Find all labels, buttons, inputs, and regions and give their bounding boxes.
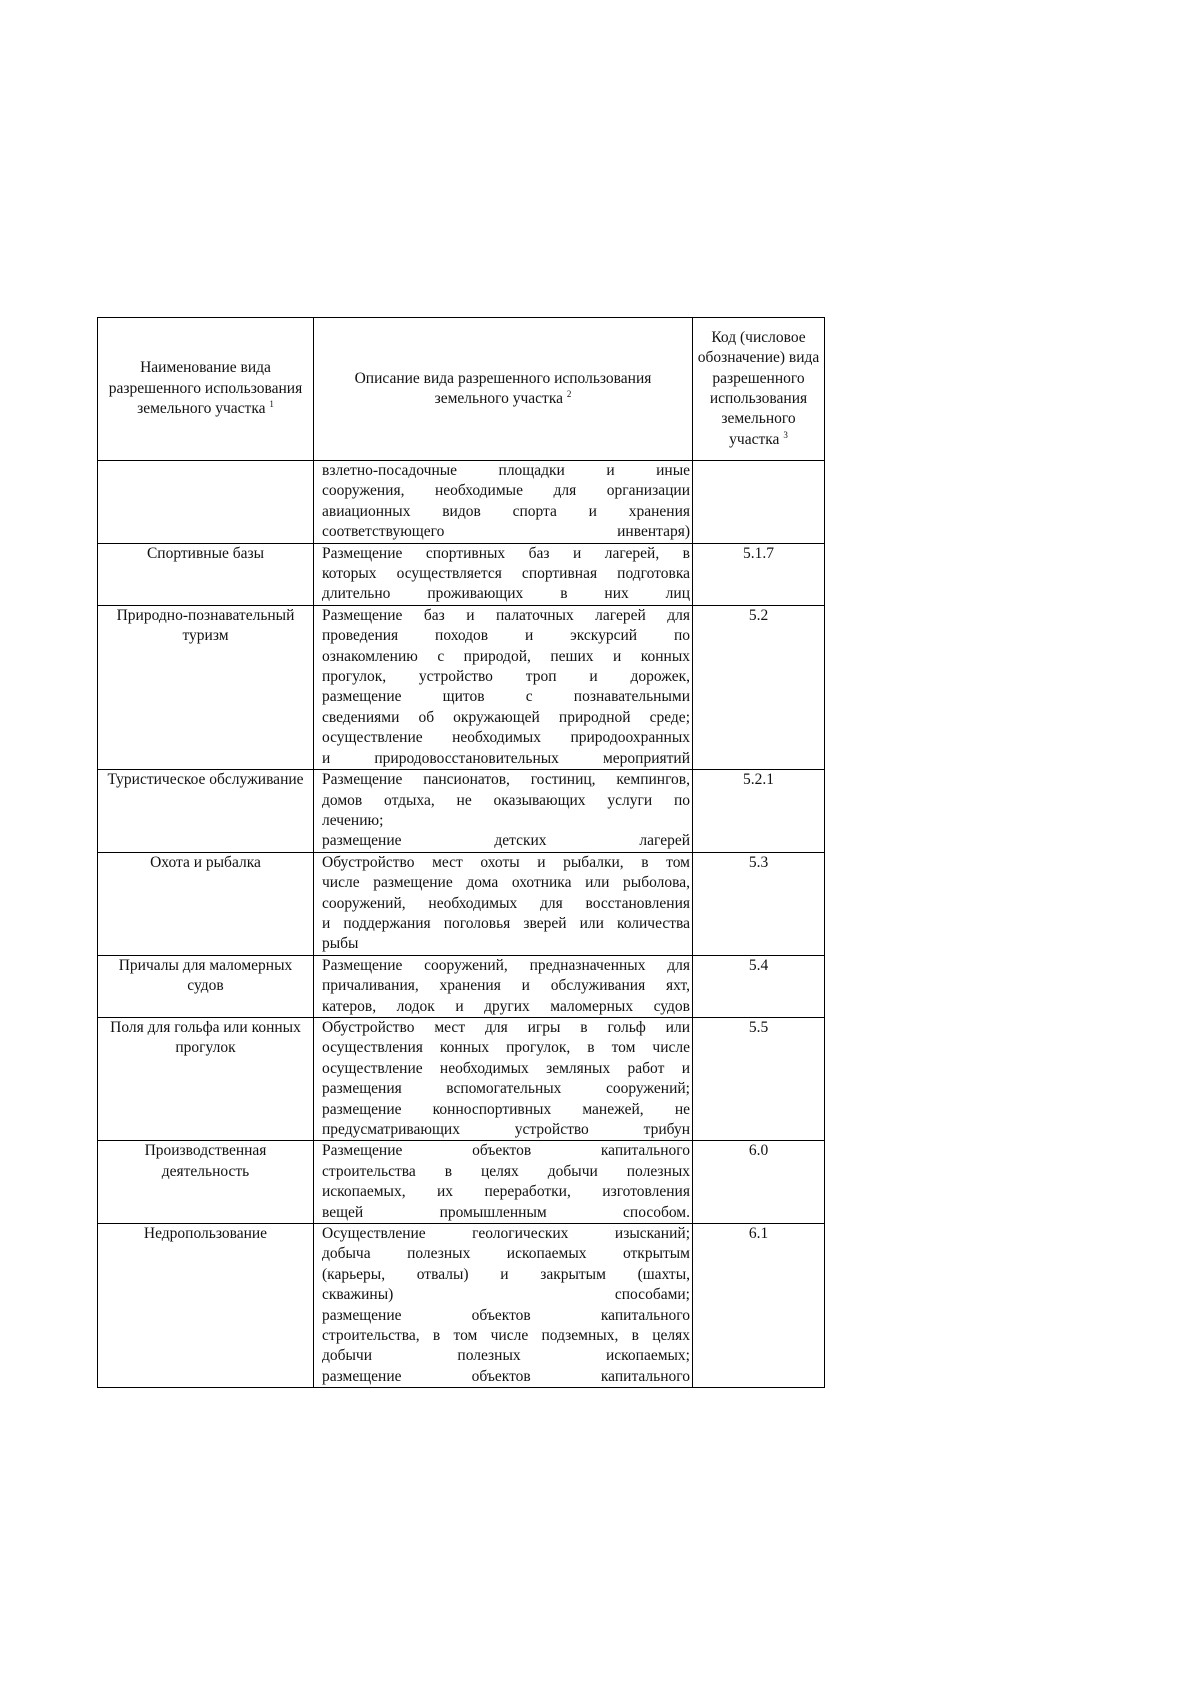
description-line: строительства в целях добычи полезных xyxy=(322,1162,690,1180)
land-use-description xyxy=(314,543,693,605)
table-row xyxy=(98,1141,825,1224)
description-line: размещение детских лагерей xyxy=(322,832,690,850)
description-line: добыча полезных ископаемых открытым xyxy=(322,1245,690,1263)
land-use-name: Туристическое обслуживание xyxy=(98,770,314,853)
header-name: Наименование вида разрешенного использования земельного участка $^1$ xyxy=(98,318,314,461)
description-line: проведения походов и экскурсий по xyxy=(322,627,690,645)
description-line: рыбы xyxy=(322,935,359,953)
table-row xyxy=(98,1017,825,1140)
land-use-description xyxy=(314,605,693,769)
description-line: (карьеры, отвалы) и закрытым (шахты, xyxy=(322,1265,690,1283)
land-use-name: Охота и рыбалка xyxy=(98,852,314,955)
description-line: сооружения, необходимые для организации xyxy=(322,482,690,500)
description-line: лечению; xyxy=(322,811,384,829)
land-use-description xyxy=(314,770,693,853)
footnote-mark: 1 xyxy=(269,399,274,410)
description-line: строительства, в том числе подземных, в целях xyxy=(322,1327,690,1345)
land-use-description xyxy=(314,955,693,1017)
land-use-code: 5.2 xyxy=(693,605,825,769)
description-line: авиационных видов спорта и хранения xyxy=(322,502,690,520)
table-row xyxy=(98,605,825,769)
description-line: размещения вспомогательных сооружений; xyxy=(322,1080,690,1098)
land-use-name: Недропользование xyxy=(98,1224,314,1388)
land-use-description xyxy=(314,1224,693,1388)
land-use-code: 5.2.1 xyxy=(693,770,825,853)
description-line: размещение объектов капитального xyxy=(322,1367,690,1385)
land-use-name xyxy=(98,461,314,544)
header-description: Описание вида разрешенного использования земельного участка $^2$ xyxy=(314,318,693,461)
table-row xyxy=(98,461,825,544)
description-line: взлетно-посадочные площадки и иные xyxy=(322,462,690,479)
description-line: ископаемых, их переработки, изготовления xyxy=(322,1183,690,1201)
description-line: размещение щитов с познавательными xyxy=(322,688,690,706)
table-row xyxy=(98,770,825,853)
land-use-name: Природно-познавательный туризм xyxy=(98,605,314,769)
land-use-code: 5.4 xyxy=(693,955,825,1017)
description-line: катеров, лодок и других маломерных судов xyxy=(322,997,690,1015)
land-use-description xyxy=(314,1141,693,1224)
land-use-code: 6.0 xyxy=(693,1141,825,1224)
description-line: ознакомлению с природой, пеших и конных xyxy=(322,647,690,665)
description-line: Осуществление геологических изысканий; xyxy=(322,1225,690,1243)
description-line: Обустройство мест для игры в гольф или xyxy=(322,1018,690,1036)
land-use-description xyxy=(314,1017,693,1140)
header-code: Код (числовое обозначение) вида разрешенного использования земельного участка $^3$ xyxy=(693,318,825,461)
description-line: предусматривающих устройство трибун xyxy=(322,1121,690,1138)
description-line: которых осуществляется спортивная подготовка xyxy=(322,565,690,583)
description-line: размещение конноспортивных манежей, не xyxy=(322,1100,690,1118)
description-line: вещей промышленным способом. xyxy=(322,1203,690,1221)
land-use-name: Причалы для маломерных судов xyxy=(98,955,314,1017)
description-line: Размещение объектов капитального xyxy=(322,1142,690,1160)
land-use-name: Спортивные базы xyxy=(98,543,314,605)
land-use-description xyxy=(314,852,693,955)
description-line: Обустройство мест охоты и рыбалки, в том xyxy=(322,853,690,871)
description-line: прогулок, устройство троп и дорожек, xyxy=(322,668,690,686)
description-line: Размещение спортивных баз и лагерей, в xyxy=(322,544,690,562)
footnote-mark: 2 xyxy=(566,389,572,399)
description-line: осуществления конных прогулок, в том числе xyxy=(322,1039,690,1057)
description-line: причаливания, хранения и обслуживания яхт, xyxy=(322,977,690,995)
description-line: Размещение пансионатов, гостиниц, кемпингов, xyxy=(322,771,690,789)
description-line: длительно проживающих в них лиц xyxy=(322,585,690,603)
land-use-code: 5.1.7 xyxy=(693,543,825,605)
land-use-code: 6.1 xyxy=(693,1224,825,1388)
description-line: осуществление необходимых земляных работ и xyxy=(322,1059,690,1077)
description-line: Размещение сооружений, предназначенных для xyxy=(322,956,690,974)
land-use-name: Поля для гольфа или конных прогулок xyxy=(98,1017,314,1140)
table-row xyxy=(98,543,825,605)
land-use-code xyxy=(693,461,825,544)
land-use-description xyxy=(314,461,693,544)
table-row xyxy=(98,1224,825,1388)
footnote-mark: 3 xyxy=(783,429,788,440)
land-use-code: 5.3 xyxy=(693,852,825,955)
description-line: и поддержания поголовья зверей или количества xyxy=(322,914,690,932)
description-line: размещение объектов капитального xyxy=(322,1306,690,1324)
description-line: числе размещение дома охотника или рыболова, xyxy=(322,874,690,892)
description-line: Размещение баз и палаточных лагерей для xyxy=(322,606,690,624)
description-line: сведениями об окружающей природной среде; xyxy=(322,708,690,726)
description-line: добычи полезных ископаемых; xyxy=(322,1347,690,1365)
description-line: осуществление необходимых природоохранных xyxy=(322,729,690,747)
description-line: сооружений, необходимых для восстановления xyxy=(322,894,690,912)
table-header-row xyxy=(98,318,825,461)
description-line: соответствующего инвентаря) xyxy=(322,523,690,541)
land-use-name: Производственная деятельность xyxy=(98,1141,314,1224)
description-line: домов отдыха, не оказывающих услуги по xyxy=(322,791,690,809)
description-line: и природовосстановительных мероприятий xyxy=(322,749,690,767)
land-use-table xyxy=(97,317,825,1388)
description-line: скважины) способами; xyxy=(322,1286,690,1304)
table-row xyxy=(98,852,825,955)
land-use-code: 5.5 xyxy=(693,1017,825,1140)
table-row xyxy=(98,955,825,1017)
